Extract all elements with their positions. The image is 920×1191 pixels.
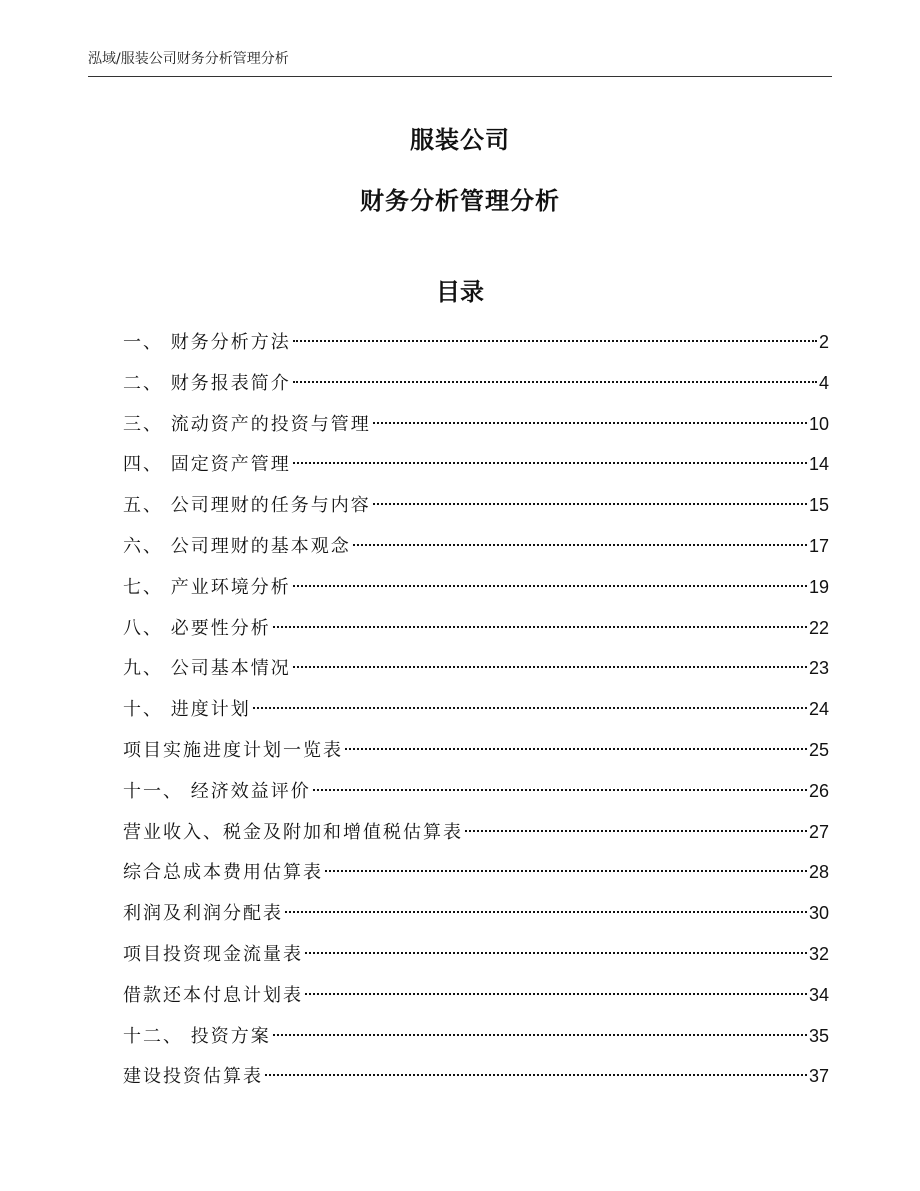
- toc-entry-page: 23: [808, 658, 829, 679]
- toc-entry[interactable]: [123, 608, 829, 649]
- toc-dot-leader: [253, 707, 807, 709]
- toc-heading: 目录: [436, 278, 484, 306]
- toc-entry[interactable]: [123, 648, 829, 689]
- toc-entry-page: 35: [808, 1025, 829, 1046]
- toc-dot-leader: [325, 870, 807, 872]
- toc-entry-label: 六、 公司理财的基本观念: [123, 535, 351, 557]
- toc-entry-page: 34: [808, 984, 829, 1005]
- toc-entry[interactable]: [123, 934, 829, 975]
- toc-entry-label: 五、 公司理财的任务与内容: [123, 495, 371, 517]
- toc-entry-page: 27: [808, 821, 829, 842]
- toc-dot-leader: [273, 626, 807, 628]
- toc-entry-page: 37: [808, 1066, 829, 1087]
- toc-entry-page: 25: [808, 739, 829, 760]
- toc-entry-label: 七、 产业环境分析: [123, 576, 291, 598]
- toc-dot-leader: [305, 952, 807, 954]
- toc-entry-label: 十、 进度计划: [123, 699, 251, 721]
- toc-entry-page: 15: [808, 495, 829, 516]
- toc-dot-leader: [305, 993, 807, 995]
- toc-dot-leader: [273, 1034, 807, 1036]
- toc-entry[interactable]: [123, 444, 829, 485]
- toc-entry[interactable]: [123, 567, 829, 608]
- toc-entry-label: 项目投资现金流量表: [123, 943, 303, 965]
- toc-entry-page: 10: [808, 413, 829, 434]
- toc-entry[interactable]: [123, 363, 829, 404]
- toc-dot-leader: [313, 789, 807, 791]
- document-title: 服装公司: [410, 126, 510, 154]
- toc-entry[interactable]: [123, 689, 829, 730]
- toc-entry[interactable]: [123, 1016, 829, 1057]
- toc-entry-label: 借款还本付息计划表: [123, 984, 303, 1006]
- toc-entry-label: 二、 财务报表简介: [123, 372, 291, 394]
- toc-dot-leader: [293, 340, 817, 342]
- toc-entry-label: 四、 固定资产管理: [123, 454, 291, 476]
- toc-entry-page: 30: [808, 903, 829, 924]
- toc-entry[interactable]: [123, 322, 829, 363]
- toc-entry-page: 22: [808, 617, 829, 638]
- toc-entry[interactable]: [123, 975, 829, 1016]
- toc-entry-page: 28: [808, 862, 829, 883]
- toc-entry[interactable]: [123, 852, 829, 893]
- toc-entry-label: 综合总成本费用估算表: [123, 862, 323, 884]
- toc-entry[interactable]: [123, 812, 829, 853]
- toc-entry[interactable]: [123, 1056, 829, 1097]
- toc-dot-leader: [285, 911, 807, 913]
- toc-entry-label: 建设投资估算表: [123, 1066, 263, 1088]
- running-header: 泓域/服装公司财务分析管理分析: [88, 51, 289, 67]
- toc-entry-page: 19: [808, 576, 829, 597]
- toc-entry[interactable]: [123, 893, 829, 934]
- toc-entry-page: 2: [818, 332, 829, 352]
- toc-entry-label: 十二、 投资方案: [123, 1025, 271, 1047]
- toc-entry-label: 利润及利润分配表: [123, 903, 283, 925]
- toc-entry[interactable]: [123, 526, 829, 567]
- toc-entry-page: 24: [808, 699, 829, 720]
- table-of-contents: [123, 322, 829, 1097]
- header-divider: [88, 76, 832, 77]
- toc-entry-page: 14: [808, 454, 829, 475]
- toc-dot-leader: [373, 422, 807, 424]
- toc-entry-page: 17: [808, 535, 829, 556]
- toc-dot-leader: [293, 381, 817, 383]
- toc-dot-leader: [345, 748, 807, 750]
- toc-entry[interactable]: [123, 730, 829, 771]
- toc-entry[interactable]: [123, 771, 829, 812]
- toc-dot-leader: [293, 462, 807, 464]
- toc-entry-page: 32: [808, 943, 829, 964]
- toc-entry-label: 九、 公司基本情况: [123, 658, 291, 680]
- toc-dot-leader: [265, 1074, 807, 1076]
- toc-dot-leader: [465, 830, 807, 832]
- toc-entry-page: 26: [808, 780, 829, 801]
- toc-dot-leader: [353, 544, 807, 546]
- toc-entry[interactable]: [123, 485, 829, 526]
- toc-entry-label: 三、 流动资产的投资与管理: [123, 413, 371, 435]
- document-subtitle: 财务分析管理分析: [360, 187, 560, 215]
- toc-entry[interactable]: [123, 404, 829, 445]
- toc-entry-label: 一、 财务分析方法: [123, 332, 291, 353]
- toc-entry-label: 十一、 经济效益评价: [123, 780, 311, 802]
- toc-entry-label: 项目实施进度计划一览表: [123, 739, 343, 761]
- toc-entry-label: 营业收入、税金及附加和增值税估算表: [123, 821, 463, 843]
- toc-entry-page: 4: [818, 372, 829, 393]
- toc-dot-leader: [293, 585, 807, 587]
- toc-entry-label: 八、 必要性分析: [123, 617, 271, 639]
- toc-dot-leader: [293, 666, 807, 668]
- toc-dot-leader: [373, 503, 807, 505]
